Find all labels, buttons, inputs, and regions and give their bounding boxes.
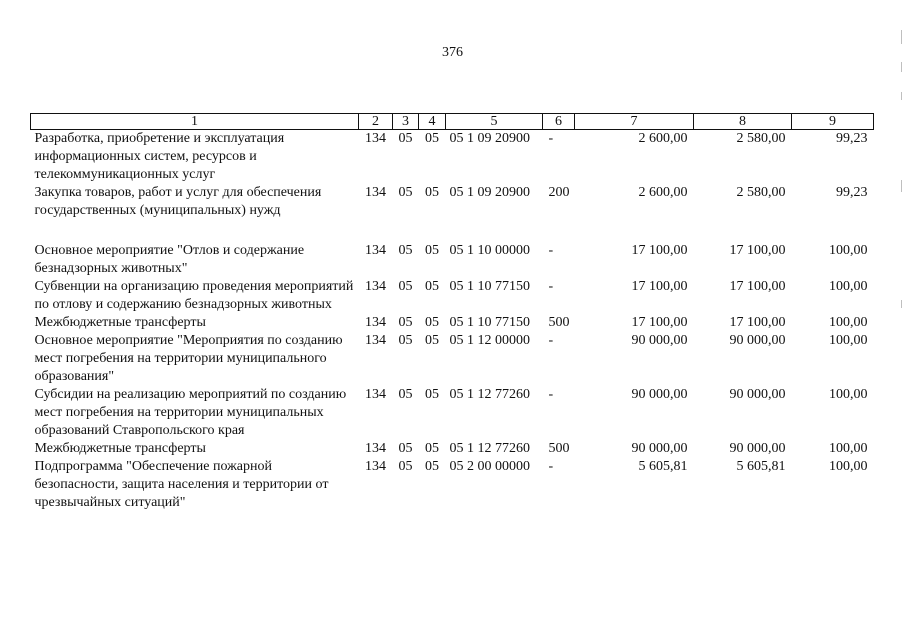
row-percent: 99,23 [836,185,868,200]
col-header-3: 3 [393,114,419,130]
row-fact: 90 000,00 [729,441,786,456]
row-podrazdel: 05 [425,243,439,258]
row-plan: 17 100,00 [631,243,688,258]
row-percent: 100,00 [829,279,868,294]
row-grbs: 134 [365,459,386,474]
row-target-code: 05 1 10 77150 [449,315,530,330]
row-razdel: 05 [398,459,413,474]
row-razdel: 05 [398,131,413,146]
row-name: Субсидии на реализацию мероприятий по созданию мест погребения на территории муниципальных образований Ставропольского края [34,387,347,438]
row-expense-type: - [548,131,554,146]
row-name: Межбюджетные трансферты [34,441,206,456]
row-podrazdel: 05 [425,131,439,146]
table-row [31,440,874,458]
row-name: Разработка, приобретение и эксплуатация информационных систем, ресурсов и телекоммуникационных услуг [34,131,285,182]
row-expense-type: 500 [548,315,570,330]
row-podrazdel: 05 [425,459,439,474]
table-row [31,130,874,185]
col-header-4: 4 [419,114,446,130]
row-fact: 17 100,00 [729,243,786,258]
row-podrazdel: 05 [425,441,439,456]
col-header-7: 7 [575,114,694,130]
col-header-5: 5 [446,114,543,130]
row-podrazdel: 05 [425,315,439,330]
header-row [31,114,874,130]
row-fact: 90 000,00 [729,333,786,348]
table-row [31,242,874,278]
row-expense-type: 500 [548,441,570,456]
row-percent: 100,00 [829,333,868,348]
scan-edge-mark [901,92,902,100]
row-grbs: 134 [365,185,386,200]
row-razdel: 05 [398,185,413,200]
row-razdel: 05 [398,333,413,348]
table-row [31,386,874,440]
row-plan: 90 000,00 [631,333,688,348]
row-podrazdel: 05 [425,185,439,200]
col-header-8: 8 [694,114,792,130]
row-name: Межбюджетные трансферты [34,315,206,330]
row-target-code: 05 1 09 20900 [449,185,530,200]
table-row [31,314,874,332]
col-header-1: 1 [31,114,359,130]
row-expense-type: - [548,387,554,402]
row-razdel: 05 [398,279,413,294]
row-target-code: 05 2 00 00000 [449,459,530,474]
table-row [31,332,874,386]
row-fact: 90 000,00 [729,387,786,402]
row-plan: 2 600,00 [638,185,688,200]
row-fact: 17 100,00 [729,279,786,294]
row-target-code: 05 1 12 77260 [449,441,530,456]
col-header-9: 9 [792,114,874,130]
row-target-code: 05 1 12 77260 [449,387,530,402]
row-plan: 17 100,00 [631,279,688,294]
row-expense-type: - [548,333,554,348]
table-row [31,184,874,242]
row-razdel: 05 [398,243,413,258]
row-percent: 100,00 [829,459,868,474]
row-podrazdel: 05 [425,387,439,402]
col-header-2: 2 [359,114,393,130]
row-name: Субвенции на организацию проведения мероприятий по отлову и содержанию безнадзорных животных [34,279,354,312]
row-plan: 90 000,00 [631,387,688,402]
row-name: Закупка товаров, работ и услуг для обеспечения государственных (муниципальных) нужд [34,185,322,218]
scan-edge-mark [901,180,902,192]
budget-table [30,113,874,512]
row-percent: 99,23 [836,131,868,146]
col-header-6: 6 [543,114,575,130]
row-fact: 5 605,81 [736,459,786,474]
table-row [31,278,874,314]
row-target-code: 05 1 12 00000 [449,333,530,348]
row-expense-type: 200 [548,185,570,200]
row-percent: 100,00 [829,387,868,402]
scan-edge-mark [901,30,902,44]
row-percent: 100,00 [829,441,868,456]
row-grbs: 134 [365,441,386,456]
row-target-code: 05 1 09 20900 [449,131,530,146]
row-fact: 2 580,00 [736,185,786,200]
row-target-code: 05 1 10 00000 [449,243,530,258]
row-percent: 100,00 [829,315,868,330]
row-fact: 17 100,00 [729,315,786,330]
row-name: Основное мероприятие "Отлов и содержание безнадзорных животных" [34,243,305,276]
row-expense-type: - [548,243,554,258]
row-percent: 100,00 [829,243,868,258]
scan-edge-mark [901,300,902,308]
row-grbs: 134 [365,387,386,402]
row-name: Основное мероприятие "Мероприятия по созданию мест погребения на территории муниципального образования" [34,333,343,384]
scan-edge-mark [901,62,902,72]
row-razdel: 05 [398,441,413,456]
row-plan: 90 000,00 [631,441,688,456]
row-podrazdel: 05 [425,333,439,348]
row-grbs: 134 [365,315,386,330]
row-plan: 2 600,00 [638,131,688,146]
row-grbs: 134 [365,279,386,294]
row-name: Подпрограмма "Обеспечение пожарной безопасности, защита населения и территории от чрезвычайных ситуаций" [34,459,329,510]
row-expense-type: - [548,459,554,474]
row-razdel: 05 [398,387,413,402]
row-expense-type: - [548,279,554,294]
row-grbs: 134 [365,131,386,146]
table-row [31,458,874,512]
row-plan: 5 605,81 [638,459,688,474]
row-grbs: 134 [365,333,386,348]
page-number: 376 [442,45,463,60]
row-target-code: 05 1 10 77150 [449,279,530,294]
row-podrazdel: 05 [425,279,439,294]
row-plan: 17 100,00 [631,315,688,330]
row-fact: 2 580,00 [736,131,786,146]
row-razdel: 05 [398,315,413,330]
row-grbs: 134 [365,243,386,258]
